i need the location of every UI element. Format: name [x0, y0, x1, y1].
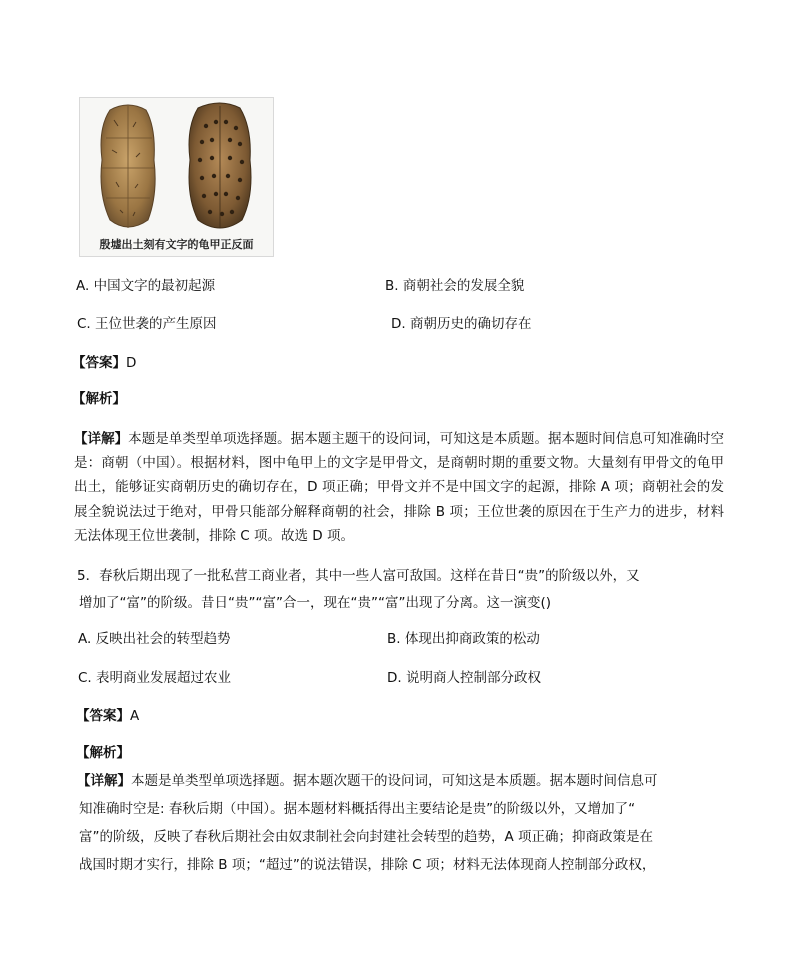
q4-option-c[interactable]: C. 王位世袭的产生原因 — [77, 316, 217, 332]
q5-detail-line-2: 知准确时空是: 春秋后期（中国）。据本题材料概括得出主要结论是贵”的阶级以外，又增加了“ — [79, 801, 636, 817]
q4-answer-line — [72, 353, 136, 373]
figure-caption: 殷墟出土刻有文字的龟甲正反面 — [99, 238, 254, 251]
detail-text: 本题是单类型单项选择题。据本题次题干的设问词，可知这是本质题。据本题时间信息可 — [131, 773, 658, 789]
detail-text: 本题是单类型单项选择题。据本题主题干的设问词，可知这是本质题。据本题时间信息可知准确时空是：商朝（中国）。根据材料，图中龟甲上的文字是甲骨文，是商朝时期的重要文物。大量刻有甲骨文的龟甲出土，能够证实商朝历史的确切存在，D 项正确；甲骨文并不是中国文字的起源，排除 A 项；商朝社会的发展全貌说法过于绝对，甲骨只能部分解释商朝的社会，排除 B 项；王位世袭的原因在于生产力的进步，材料无法体现王位世袭制，排除 C 项。故选 D 项。 — [74, 431, 725, 544]
turtle-shell-image — [80, 98, 273, 238]
detail-label: 【详解】 — [74, 431, 129, 447]
q5-stem-line-2: 增加了“富”的阶级。昔日“贵”“富”合一，现在“贵”“富”出现了分离。这一演变() — [79, 595, 551, 611]
answer-label: 【答案】 — [72, 355, 126, 371]
q4-option-a[interactable]: A. 中国文字的最初起源 — [76, 278, 216, 294]
q4-option-b[interactable]: B. 商朝社会的发展全貌 — [385, 278, 525, 294]
detail-label: 【详解】 — [77, 773, 131, 789]
q5-stem-line-1: 5．春秋后期出现了一批私营工商业者，其中一些人富可敌国。这样在昔日“贵”的阶级以外，又 — [77, 568, 640, 584]
answer-value: A — [130, 708, 140, 724]
q5-option-d[interactable]: D. 说明商人控制部分政权 — [387, 670, 541, 686]
q5-detail-line-4: 战国时期才实行，排除 B 项；“超过”的说法错误，排除 C 项；材料无法体现商人控制部分政权， — [79, 857, 656, 873]
q5-option-c[interactable]: C. 表明商业发展超过农业 — [78, 670, 232, 686]
q5-detail-line-1 — [77, 771, 658, 791]
q5-analysis-label: 【解析】 — [76, 745, 130, 761]
q5-detail-line-3: 富”的阶级，反映了春秋后期社会由奴隶制社会向封建社会转型的趋势，A 项正确；抑商政策是在 — [79, 829, 654, 845]
q5-option-a[interactable]: A. 反映出社会的转型趋势 — [78, 631, 231, 647]
answer-label: 【答案】 — [76, 708, 130, 724]
answer-value: D — [126, 355, 137, 371]
q4-analysis-label: 【解析】 — [72, 391, 126, 407]
q4-detail-paragraph — [74, 427, 724, 548]
q5-option-b[interactable]: B. 体现出抑商政策的松动 — [387, 631, 540, 647]
oracle-bone-figure — [79, 97, 274, 257]
q4-option-d[interactable]: D. 商朝历史的确切存在 — [391, 316, 532, 332]
q5-answer-line — [76, 706, 139, 726]
